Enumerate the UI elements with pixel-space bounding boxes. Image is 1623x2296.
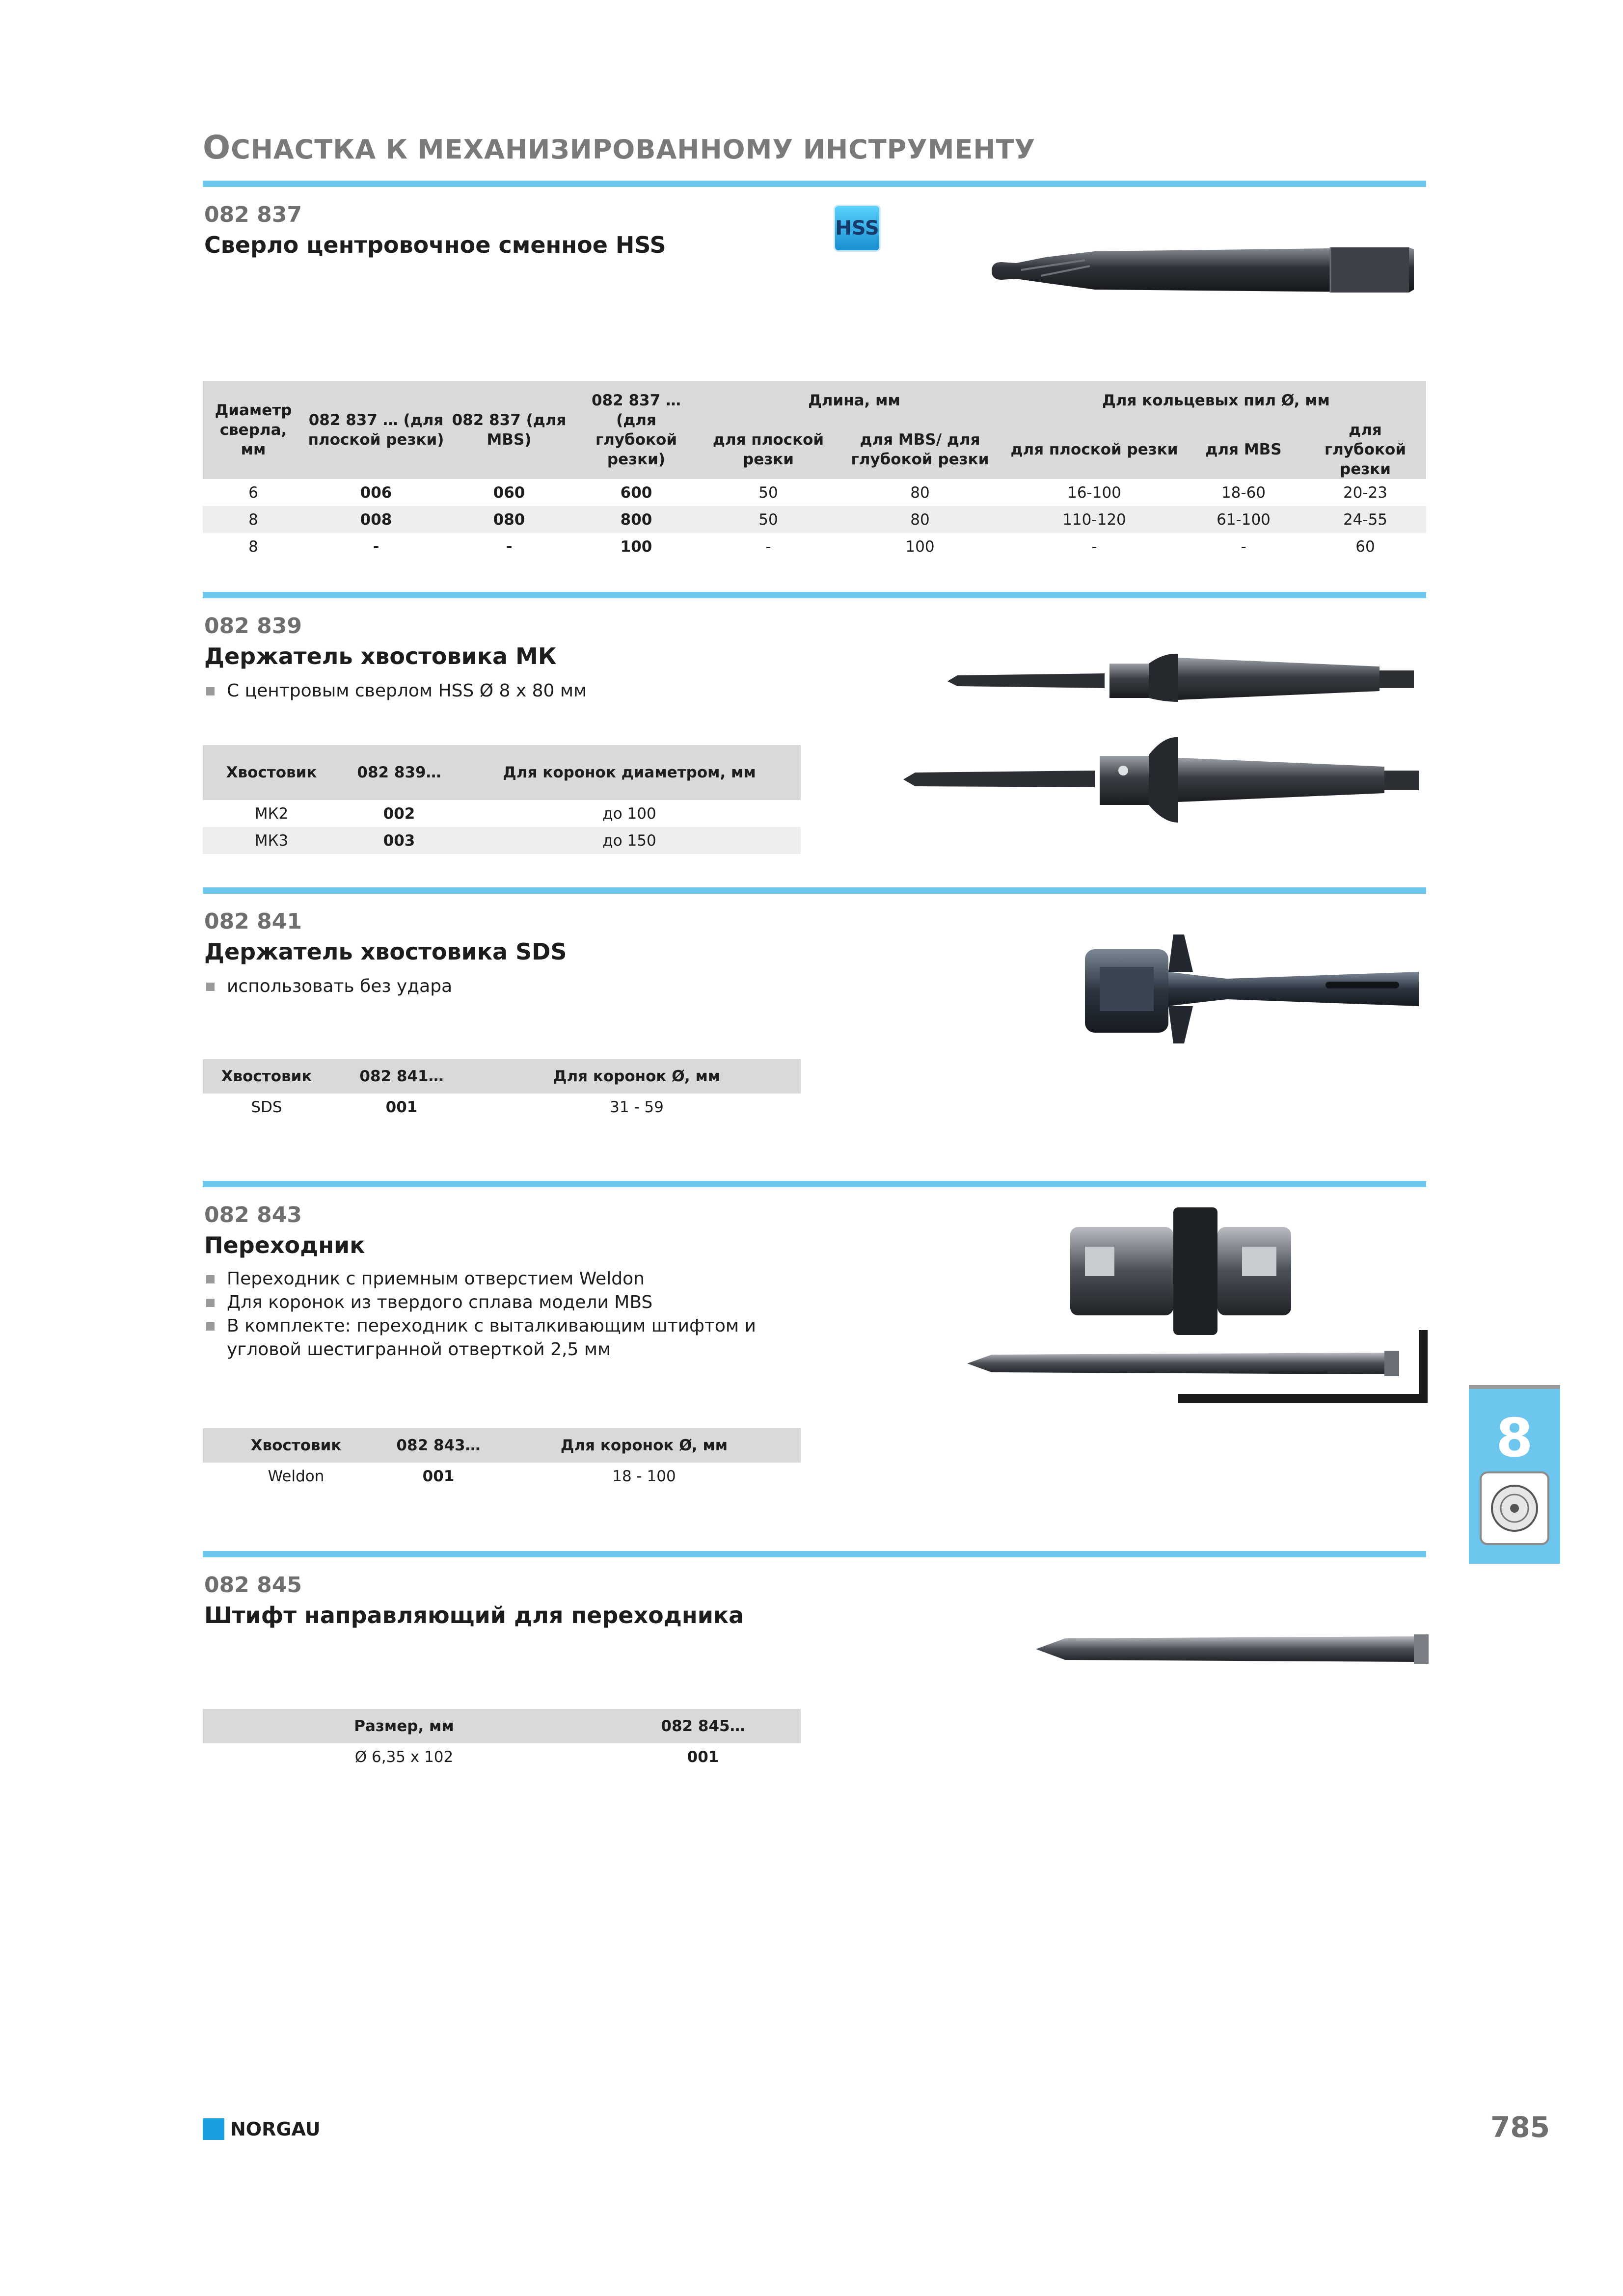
table-row [203, 479, 1426, 506]
brand-logo [203, 2118, 321, 2140]
article-code: 082 837 [204, 202, 302, 227]
table-cell: 600 [620, 483, 652, 502]
page-number: 785 [1490, 2110, 1550, 2144]
table-cell: 50 [758, 483, 778, 502]
col-header-shank: Хвостовик [203, 1428, 389, 1463]
mk-holder-image-2 [903, 736, 1434, 825]
table-cell: 6 [248, 483, 258, 502]
table-cell: 001 [687, 1748, 719, 1766]
spec-table-082837 [203, 381, 1426, 560]
brand-name: NORGAU [230, 2118, 321, 2140]
page-title-rest: СНАСТКА К МЕХАНИЗИРОВАННОМУ ИНСТРУМЕНТУ [231, 134, 1036, 165]
table-cell: 080 [448, 506, 570, 533]
table-cell: 001 [422, 1467, 455, 1485]
guide-pin-image [1031, 1625, 1434, 1674]
page-title-capital: О [203, 129, 231, 166]
section-divider [203, 1551, 1426, 1557]
table-cell: 001 [385, 1098, 418, 1116]
product-title: Держатель хвостовика SDS [204, 938, 567, 965]
table-cell: до 150 [458, 827, 801, 854]
product-title: Держатель хвостовика МК [204, 643, 557, 669]
spec-table-082845 [203, 1709, 801, 1770]
col-header-length-mbs: для MBS/ для глубокой резки [834, 420, 1006, 479]
feature-item: использовать без удара [204, 975, 452, 998]
table-cell: SDS [251, 1098, 282, 1116]
sds-holder-image [1080, 933, 1424, 1045]
table-cell: Weldon [268, 1467, 325, 1485]
table-cell: 800 [570, 506, 703, 533]
article-code: 082 843 [204, 1202, 302, 1228]
article-code: 082 839 [204, 614, 302, 639]
table-cell: 100 [905, 537, 935, 556]
table-cell: - [1241, 537, 1246, 556]
feature-item: В комплекте: переходник с выталкивающим штифтом и угловой шестигранной отверткой 2,5 мм [204, 1314, 823, 1362]
spec-table-082841 [203, 1059, 801, 1121]
table-cell: 003 [340, 827, 458, 854]
col-header-shank: Хвостовик [203, 1059, 330, 1094]
col-group-saw: Для кольцевых пил Ø, мм [1006, 381, 1426, 420]
feature-item: Для коронок из твердого сплава модели MBS [204, 1291, 823, 1314]
table-row [203, 1094, 801, 1121]
hss-badge: HSS [834, 205, 881, 252]
table-cell: 110-120 [1006, 506, 1183, 533]
page-title [203, 129, 1035, 166]
table-cell: - [765, 537, 771, 556]
saw-blade-icon [1480, 1471, 1549, 1545]
col-header-mbs: 082 837 (для MBS) [448, 381, 570, 479]
table-cell: 006 [360, 483, 392, 502]
table-row [203, 506, 1426, 533]
chapter-tab [1469, 1385, 1560, 1564]
col-header-length-flat: для плоской резки [703, 420, 834, 479]
table-row [203, 1743, 801, 1770]
col-header-saw-deep: для глубокой резки [1304, 420, 1426, 479]
mk-holder-image-1 [947, 643, 1434, 712]
section-divider [203, 1181, 1426, 1187]
table-cell: МК2 [254, 804, 289, 823]
col-header-crown-diameter: Для коронок Ø, мм [487, 1428, 801, 1463]
section-divider [203, 592, 1426, 598]
spec-table-082839 [203, 745, 801, 854]
table-row [203, 827, 801, 854]
feature-list [204, 975, 452, 998]
col-header-article: 082 845… [605, 1709, 801, 1743]
col-header-size: Размер, мм [203, 1709, 605, 1743]
brand-square-icon [203, 2118, 224, 2140]
table-cell: 31 - 59 [610, 1098, 664, 1116]
col-header-shank: Хвостовик [203, 745, 340, 800]
col-header-crown-diameter: Для коронок диаметром, мм [458, 745, 801, 800]
product-title: Сверло центровочное сменное HSS [204, 232, 666, 258]
table-cell: 61-100 [1183, 506, 1304, 533]
table-cell: 16-100 [1067, 483, 1121, 502]
table-cell: 18 - 100 [612, 1467, 676, 1485]
article-code: 082 845 [204, 1573, 302, 1598]
table-cell: 50 [703, 506, 834, 533]
col-header-saw-mbs: для MBS [1183, 420, 1304, 479]
table-cell: 008 [304, 506, 448, 533]
col-header-saw-flat: для плоской резки [1006, 420, 1183, 479]
table-row [203, 533, 1426, 560]
adapter-image [1065, 1202, 1296, 1340]
table-cell: 8 [248, 537, 258, 556]
table-cell: до 100 [602, 804, 656, 823]
table-cell: 060 [493, 483, 525, 502]
table-cell: 8 [203, 506, 304, 533]
feature-list [204, 1267, 823, 1362]
product-title: Штифт направляющий для переходника [204, 1602, 744, 1629]
col-header-article: 082 843… [389, 1428, 487, 1463]
table-cell: Ø 6,35 х 102 [354, 1748, 454, 1766]
col-header-deep: 082 837 … (для глубокой резки) [570, 381, 703, 479]
spec-table-082843 [203, 1428, 801, 1490]
article-code: 082 841 [204, 909, 302, 934]
table-cell: 20-23 [1343, 483, 1388, 502]
table-cell: 24-55 [1304, 506, 1426, 533]
section-divider [203, 887, 1426, 894]
col-header-diameter: Диаметр сверла, мм [203, 381, 304, 479]
feature-list [204, 679, 587, 703]
table-cell: - [1091, 537, 1097, 556]
chapter-number: 8 [1496, 1408, 1533, 1469]
feature-item: С центровым сверлом HSS Ø 8 х 80 мм [204, 679, 587, 703]
center-drill-image [987, 240, 1419, 302]
feature-item: Переходник с приемным отверстием Weldon [204, 1267, 823, 1291]
table-row [203, 1463, 801, 1490]
col-header-article: 082 841… [330, 1059, 473, 1094]
table-cell: 60 [1355, 537, 1375, 556]
table-cell: 80 [834, 506, 1006, 533]
table-cell: 002 [383, 804, 415, 823]
col-header-article: 082 839… [340, 745, 458, 800]
ejector-pin-and-hex-key-image [962, 1320, 1438, 1409]
table-cell: 18-60 [1221, 483, 1266, 502]
table-cell: 100 [620, 537, 652, 556]
table-cell: МК3 [203, 827, 340, 854]
table-cell: 80 [910, 483, 930, 502]
col-header-crown-diameter: Для коронок Ø, мм [473, 1059, 801, 1094]
section-divider [203, 181, 1426, 187]
table-row [203, 800, 801, 827]
col-header-flat: 082 837 … (для плоской резки) [304, 381, 448, 479]
table-cell: - [506, 537, 513, 556]
col-group-length: Длина, мм [703, 381, 1006, 420]
table-cell: - [373, 537, 379, 556]
product-title: Переходник [204, 1232, 365, 1258]
